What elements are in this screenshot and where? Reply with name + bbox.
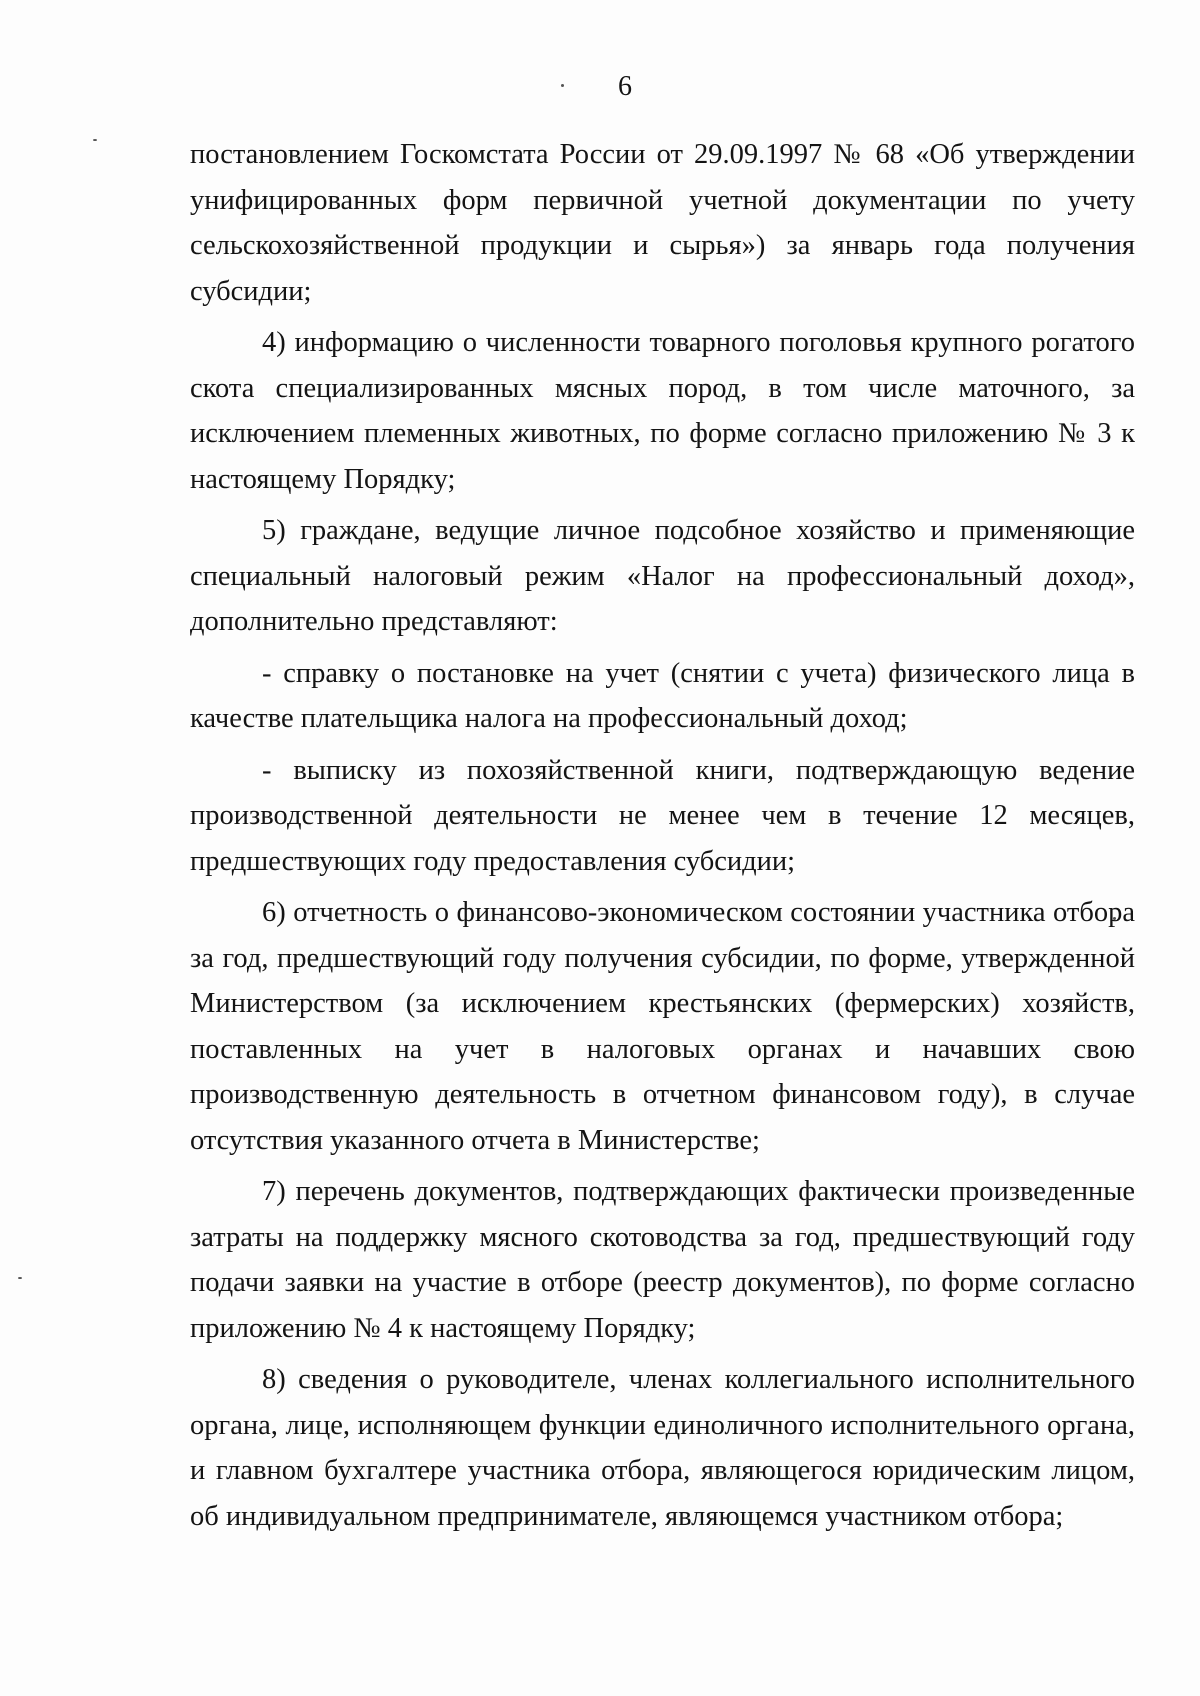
scan-speck [18,1277,22,1279]
paragraph-bullet-extract: - выписку из похозяйственной книги, подтверждающую ведение производственной деятельности не менее чем в течение 12 месяцев, предшествующих году предоставления субсидии; [190,754,1135,877]
paragraph-item-6: 6) отчетность о финансово-экономическом состоянии участника отбора за год, предшествующий году получения субсидии, по форме, утвержденной Министерством (за исключением крестьянских (фермерских) хозяйств, поставленных на учет в налоговых органах и начавших свою производственную деятельность в отчетном финансовом году), в случае отсутствия указанного отчета в Министерстве; [190,897,1135,1156]
paragraph-item-8: 8) сведения о руководителе, членах коллегиального исполнительного органа, лице, исполняющем функции единоличного исполнительного органа, и главном бухгалтере участника отбора, являющегося юридическим лицом, об индивидуальном предпринимателе, являющемся участником отбора; [190,1364,1135,1532]
paragraph-item-5: 5) граждане, ведущие личное подсобное хозяйство и применяющие специальный налоговый режим «Налог на профессиональный доход», дополнительно представляют: [190,515,1135,637]
paragraph-item-4: 4) информацию о численности товарного поголовья крупного рогатого скота специализированных мясных пород, в том числе маточного, за исключением племенных животных, по форме согласно приложению № 3 к настоящему Порядку; [190,327,1135,495]
paragraph-bullet-certificate: - справку о постановке на учет (снятии с учета) физического лица в качестве плательщика налога на профессиональный доход; [190,657,1135,734]
scan-speck [93,139,97,141]
paragraph-continuation: постановлением Госкомстата России от 29.09.1997 № 68 «Об утверждении унифицированных форм первичной учетной документации по учету сельскохозяйственной продукции и сырья») за январь года получения субсидии; [190,139,1135,307]
scan-speck [561,84,564,87]
paragraph-item-7: 7) перечень документов, подтверждающих фактически произведенные затраты на поддержку мясного скотоводства за год, предшествующий году подачи заявки на участие в отборе (реестр документов), по форме согласно приложению № 4 к настоящему Порядку; [190,1176,1135,1344]
document-body [190,132,1135,1539]
page-number: 6 [618,71,632,102]
